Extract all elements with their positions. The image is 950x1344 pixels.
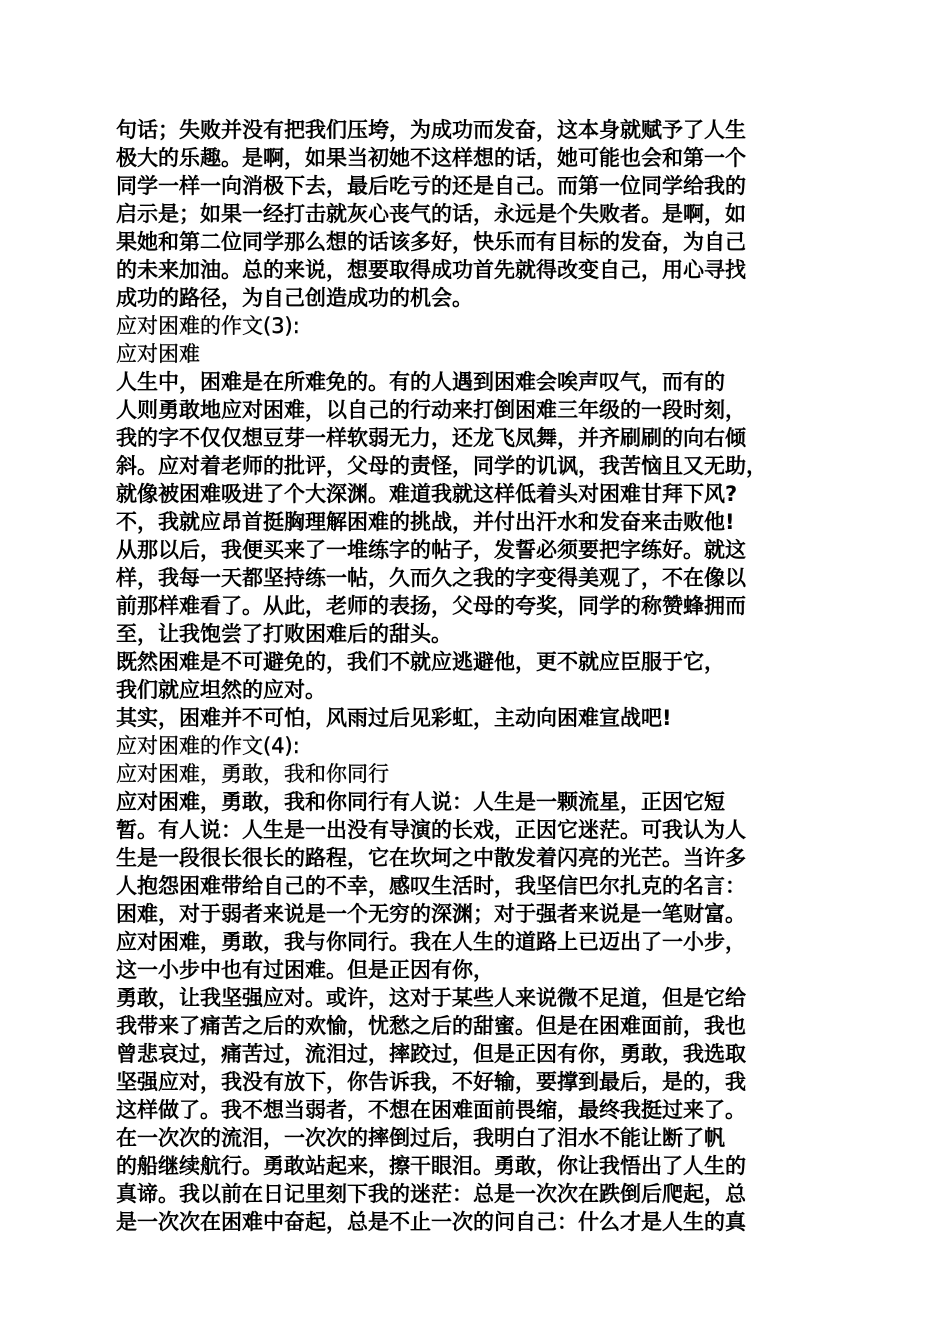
paragraph-line: 应对困难，勇敢，我和你同行有人说：人生是一颗流星，正因它短	[116, 790, 725, 814]
paragraph-line: 暂。有人说：人生是一出没有导演的长戏，正因它迷茫。可我认为人	[116, 818, 746, 842]
paragraph-line: 生是一段很长很长的路程，它在坎坷之中散发着闪亮的光芒。当许多	[116, 846, 746, 870]
paragraph-line: 斜。应对着老师的批评，父母的责怪，同学的讥讽，我苦恼且又无助，	[116, 454, 767, 478]
paragraph-line: 困难，对于弱者来说是一个无穷的深渊；对于强者来说是一笔财富。	[116, 902, 746, 926]
paragraph-line: 勇敢，让我坚强应对。或许，这对于某些人来说微不足道，但是它给	[116, 986, 746, 1010]
paragraph-line: 这一小步中也有过困难。但是正因有你，	[116, 958, 494, 982]
paragraph-line: 同学一样一向消极下去，最后吃亏的还是自己。而第一位同学给我的	[116, 174, 746, 198]
document-page	[116, 116, 840, 1236]
section-heading: 应对困难，勇敢，我和你同行	[116, 762, 389, 786]
section-heading: 应对困难的作文(3):	[116, 314, 300, 338]
paragraph-line: 这样做了。我不想当弱者，不想在困难面前畏缩，最终我挺过来了。	[116, 1098, 746, 1122]
paragraph-line: 曾悲哀过，痛苦过，流泪过，摔跤过，但是正因有你，勇敢，我选取	[116, 1042, 746, 1066]
paragraph-line: 我带来了痛苦之后的欢愉，忧愁之后的甜蜜。但是在困难面前，我也	[116, 1014, 746, 1038]
paragraph-line: 样，我每一天都坚持练一帖，久而久之我的字变得美观了，不在像以	[116, 566, 746, 590]
paragraph-line: 成功的路径，为自己创造成功的机会。	[116, 286, 473, 310]
paragraph-line: 人生中，困难是在所难免的。有的人遇到困难会唉声叹气，而有的	[116, 370, 725, 394]
paragraph-line: 我们就应坦然的应对。	[116, 678, 326, 702]
paragraph-line: 坚强应对，我没有放下，你告诉我，不好输，要撑到最后，是的，我	[116, 1070, 746, 1094]
paragraph-line: 人则勇敢地应对困难，以自己的行动来打倒困难三年级的一段时刻，	[116, 398, 746, 422]
paragraph-line: 应对困难，勇敢，我与你同行。我在人生的道路上已迈出了一小步，	[116, 930, 746, 954]
paragraph-line: 其实，困难并不可怕，风雨过后见彩虹，主动向困难宣战吧!	[116, 706, 672, 730]
paragraph-line: 人抱怨困难带给自己的不幸，感叹生活时，我坚信巴尔扎克的名言：	[116, 874, 746, 898]
paragraph-line: 前那样难看了。从此，老师的表扬，父母的夸奖，同学的称赞蜂拥而	[116, 594, 746, 618]
paragraph-line: 我的字不仅仅想豆芽一样软弱无力，还龙飞凤舞，并齐刷刷的向右倾	[116, 426, 746, 450]
paragraph-line: 果她和第二位同学那么想的话该多好，快乐而有目标的发奋，为自己	[116, 230, 746, 254]
paragraph-line: 极大的乐趣。是啊，如果当初她不这样想的话，她可能也会和第一个	[116, 146, 746, 170]
paragraph-line: 的船继续航行。勇敢站起来，擦干眼泪。勇敢，你让我悟出了人生的	[116, 1154, 746, 1178]
paragraph-line: 从那以后，我便买来了一堆练字的帖子，发誓必须要把字练好。就这	[116, 538, 746, 562]
paragraph-line: 句话；失败并没有把我们压垮，为成功而发奋，这本身就赋予了人生	[116, 118, 746, 142]
paragraph-line: 真谛。我以前在日记里刻下我的迷茫：总是一次次在跌倒后爬起，总	[116, 1182, 746, 1206]
paragraph-line: 在一次次的流泪，一次次的摔倒过后，我明白了泪水不能让断了帆	[116, 1126, 725, 1150]
paragraph-line: 的未来加油。总的来说，想要取得成功首先就得改变自己，用心寻找	[116, 258, 746, 282]
paragraph-line: 就像被困难吸进了个大深渊。难道我就这样低着头对困难甘拜下风?	[116, 482, 738, 506]
paragraph-line: 既然困难是不可避免的，我们不就应逃避他，更不就应臣服于它，	[116, 650, 725, 674]
paragraph-line: 启示是；如果一经打击就灰心丧气的话，永远是个失败者。是啊，如	[116, 202, 746, 226]
paragraph-line: 不，我就应昂首挺胸理解困难的挑战，并付出汗水和发奋来击败他!	[116, 510, 735, 534]
section-heading: 应对困难	[116, 342, 200, 366]
paragraph-line: 至，让我饱尝了打败困难后的甜头。	[116, 622, 452, 646]
section-heading: 应对困难的作文(4):	[116, 734, 300, 758]
paragraph-line: 是一次次在困难中奋起，总是不止一次的问自己：什么才是人生的真	[116, 1210, 746, 1234]
